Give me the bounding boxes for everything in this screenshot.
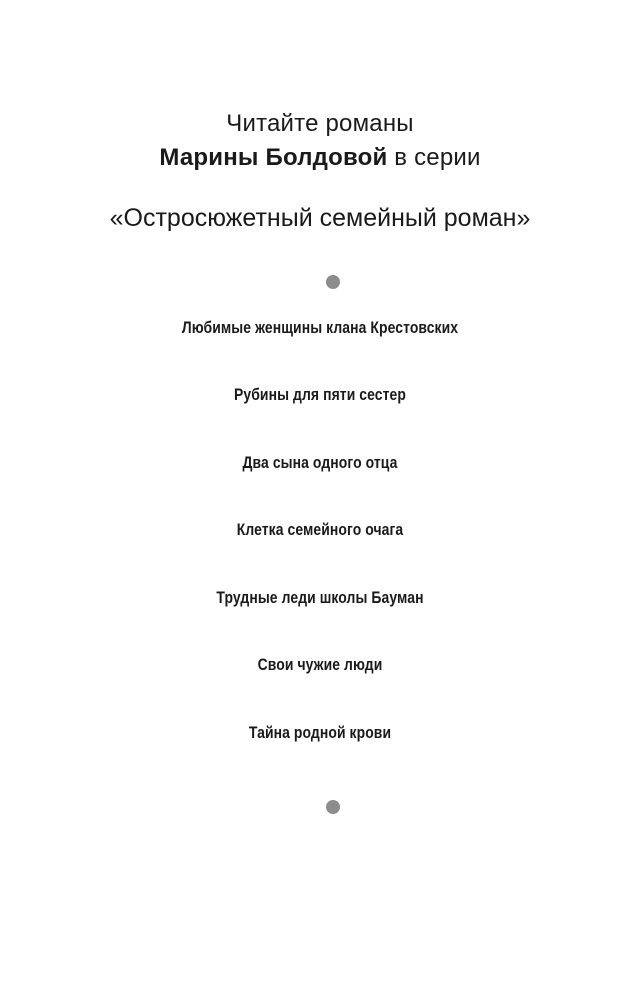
divider-dot-top <box>326 275 340 289</box>
series-prefix: в серии <box>387 144 481 171</box>
book-title: Два сына одного отца <box>242 453 398 472</box>
divider-dot-bottom <box>326 800 340 814</box>
book-title: Клетка семейного очага <box>236 520 404 539</box>
series-title: «Остросюжетный семейный роман» <box>109 204 531 232</box>
book-title: Рубины для пяти сестер <box>234 385 406 404</box>
author-name: Марины Болдовой <box>159 144 388 171</box>
intro-line: Читайте романы <box>226 110 414 137</box>
book-title: Тайна родной крови <box>248 723 392 742</box>
book-title: Любимые женщины клана Крестовских <box>181 318 459 337</box>
book-title: Свои чужие люди <box>257 655 383 674</box>
book-title: Трудные леди школы Бауман <box>216 588 424 607</box>
author-series-line <box>0 144 640 172</box>
